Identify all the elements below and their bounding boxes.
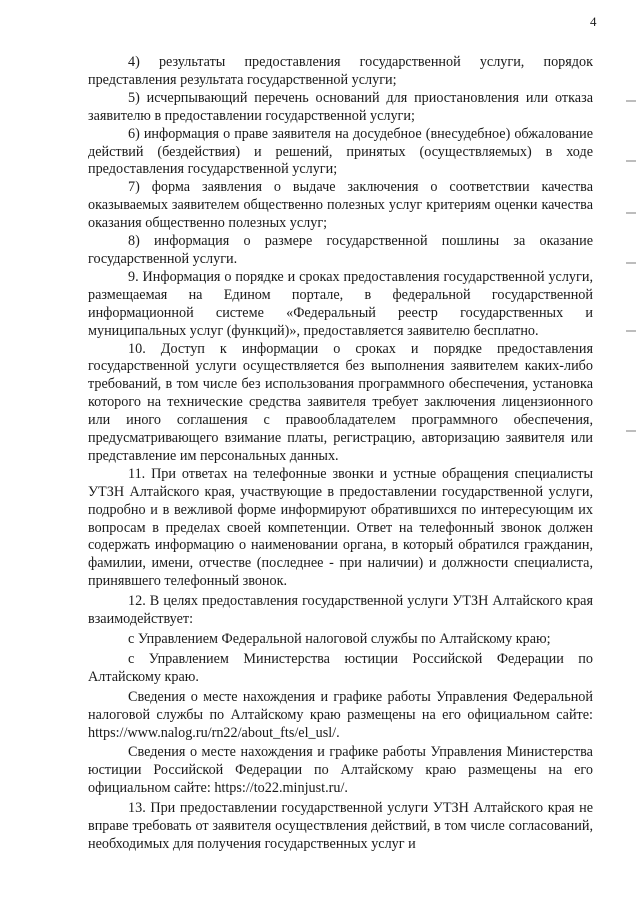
paragraph-item-5: 5) исчерпывающий перечень оснований для приостановления или отказа заявителю в предоставлении государственной услуги;	[88, 89, 593, 124]
scan-artifact	[626, 330, 636, 332]
paragraph-item-4: 4) результаты предоставления государственной услуги, порядок представления результата государственной услуги;	[88, 54, 593, 88]
paragraph-clause-9: 9. Информация о порядке и сроках предоставления государственной услуги, размещаемая на Едином портале, в федеральной государственной информационной системе «Федеральный реестр государственных и муниципальных услуг (функций)», предоставляется заявителю бесплатно.	[88, 268, 593, 339]
paragraph-clause-12: 12. В целях предоставления государственной услуги УТЗН Алтайского края взаимодействует:	[88, 593, 593, 628]
scan-artifact	[626, 100, 636, 102]
paragraph-item-8: 8) информация о размере государственной пошлины за оказание государственной услуги.	[88, 233, 593, 267]
paragraph-clause-10: 10. Доступ к информации о сроках и порядке предоставления государственной услуги осуществляется без выполнения заявителем каких-либо требований, в том числе без использования программного обеспечения, установка которого на технические средства заявителя требует заключения лицензионного или иного соглашения с правообладателем программного обеспечения, предусматривающего взимание платы, регистрацию, авторизацию заявителя или представление им персональных данных.	[88, 340, 593, 464]
paragraph-fns-interaction: с Управлением Федеральной налоговой службы по Алтайскому краю;	[128, 631, 551, 647]
paragraph-item-6: 6) информация о праве заявителя на досудебное (внесудебное) обжалование действий (бездействия) и решений, принятых (осуществляемых) в ходе предоставления государственной услуги;	[88, 125, 593, 178]
document-body	[88, 54, 593, 854]
paragraph-minjust-contacts: Сведения о месте нахождения и графике работы Управления Министерства юстиции Российской Федерации по Алтайскому краю размещены на его официальном сайте: https://to22.minjust.ru/.	[88, 744, 593, 797]
scan-artifact	[626, 160, 636, 162]
paragraph-fns-contacts: Сведения о месте нахождения и графике работы Управления Федеральной налоговой службы по Алтайскому краю размещены на его официальном сайте: https://www.nalog.ru/rn22/about_fts/el_usl/.	[88, 688, 593, 741]
page-number: 4	[590, 14, 597, 29]
paragraph-item-7: 7) форма заявления о выдаче заключения о соответствии качества оказываемых заявителем общественно полезных услуг критериям оценки качества оказания общественно полезных услуг;	[88, 179, 593, 232]
scan-artifact	[626, 262, 636, 264]
scan-artifact	[626, 212, 636, 214]
paragraph-clause-11: 11. При ответах на телефонные звонки и устные обращения специалисты УТЗН Алтайского края, участвующие в предоставлении государственной услуги, подробно и в вежливой форме информируют обратившихся по интересующим их вопросам в пределах своей компетенции. Ответ на телефонный звонок должен содержать информацию о наименовании органа, в который обратился гражданин, фамилии, имени, отчестве (последнее - при наличии) и должности специалиста, принявшего телефонный звонок.	[88, 465, 593, 590]
paragraph-clause-13: 13. При предоставлении государственной услуги УТЗН Алтайского края не вправе требовать от заявителя осуществления действий, в том числе согласований, необходимых для получения государственных услуг и	[88, 800, 593, 852]
scan-artifact	[626, 430, 636, 432]
paragraph-minjust-interaction: с Управлением Министерства юстиции Российской Федерации по Алтайскому краю.	[88, 650, 593, 685]
